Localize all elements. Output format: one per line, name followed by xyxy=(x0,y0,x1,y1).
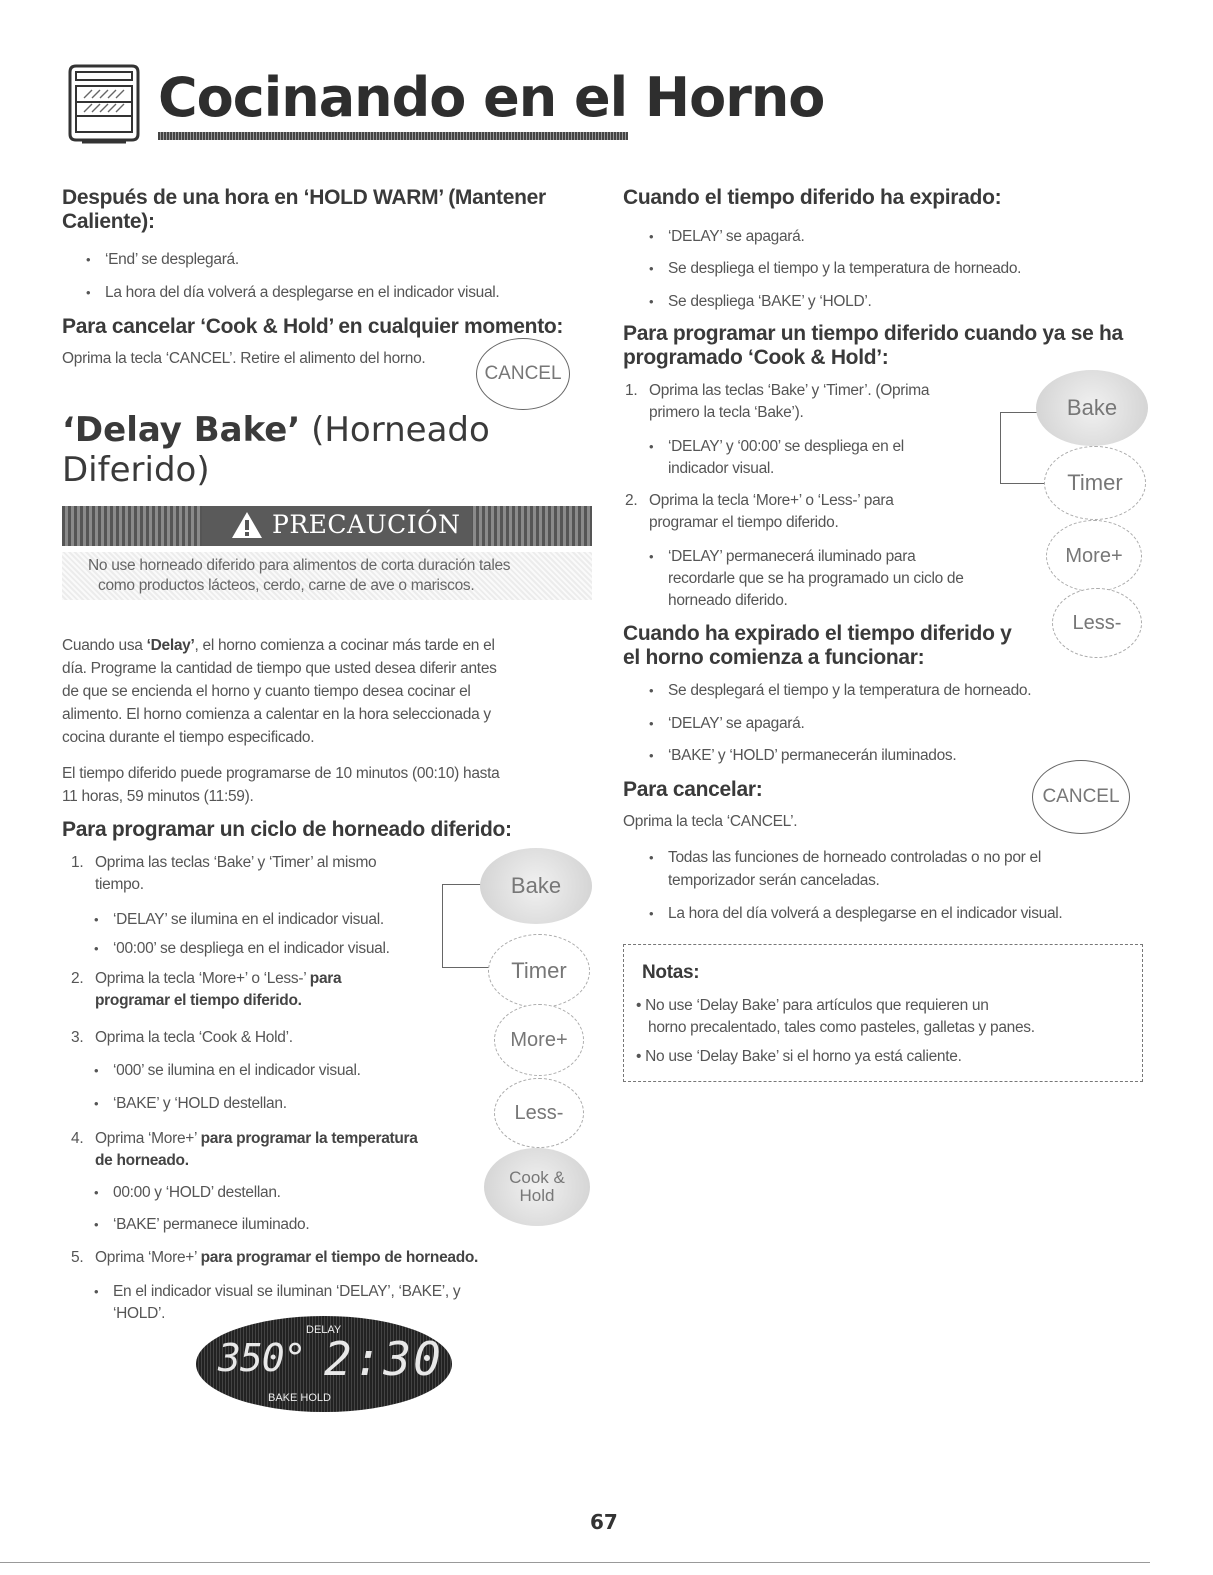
ch-heading-line1: Para programar un tiempo diferido cuando ya se ha xyxy=(623,322,1123,345)
display-temp: 350° xyxy=(218,1336,306,1380)
delay-p1-line4: alimento. El horno comienza a calentar en la hora seleccionada y xyxy=(62,706,491,723)
warning-icon xyxy=(230,510,264,540)
cook-hold-delay-heading xyxy=(623,322,1123,370)
caution-line-1: No use horneado diferido para alimentos de corta duración tales xyxy=(88,557,511,574)
step-3-bullet-1: • ‘000’ se ilumina en el indicador visual. xyxy=(113,1061,361,1081)
display-bake-hold: BAKE HOLD xyxy=(268,1392,331,1404)
r-bake-key-label: Bake xyxy=(1066,395,1118,420)
r-step-2-number: 2. xyxy=(625,492,638,509)
more-key-icon xyxy=(494,1004,584,1076)
cancel-key-icon xyxy=(476,338,570,410)
r-step-2 xyxy=(625,490,894,534)
step-3-number: 3. xyxy=(71,1029,84,1046)
step-4-bullet-1: • 00:00 y ‘HOLD’ destellan. xyxy=(113,1183,281,1203)
cancel-bullet-1 xyxy=(668,846,1041,892)
less-key-label: Less- xyxy=(514,1101,564,1124)
step-1-bullet-2: • ‘00:00’ se despliega en el indicador visual. xyxy=(113,939,390,959)
notes-title: Notas: xyxy=(642,962,700,983)
r-step-2-bullet-line2: recordarle que se ha programado un ciclo de xyxy=(668,570,964,587)
start-bullet-2: • ‘DELAY’ se apagará. xyxy=(668,714,804,734)
oven-display xyxy=(196,1316,452,1412)
r-step-1-line2: primero la tecla ‘Bake’). xyxy=(649,404,804,421)
step-5-pre: Oprima ‘More+’ xyxy=(95,1249,201,1266)
delay-p1-pre: Cuando usa xyxy=(62,637,147,654)
step-3-text: Oprima la tecla ‘Cook & Hold’. xyxy=(95,1029,293,1046)
r-step-1-line1: Oprima las teclas ‘Bake’ y ‘Timer’. (Oprima xyxy=(649,382,930,399)
less-key-icon xyxy=(494,1078,584,1148)
hold-warm-heading: Después de una hora en ‘HOLD WARM’ (Mantener Caliente): xyxy=(62,186,546,233)
r-step-1-number: 1. xyxy=(625,382,638,399)
start-bullet-3: • ‘BAKE’ y ‘HOLD’ permanecerán iluminados. xyxy=(668,746,956,766)
r-step-1-bullet xyxy=(668,436,904,480)
step-2-bold2: programar el tiempo diferido. xyxy=(95,992,302,1009)
cancel-heading: Para cancelar: xyxy=(623,778,763,801)
hold-bullet-1: • ‘End’ se desplegará. xyxy=(105,250,239,270)
r-step-2-bullet-line3: horneado diferido. xyxy=(668,592,788,609)
note-2: • No use ‘Delay Bake’ si el horno ya está caliente. xyxy=(636,1048,962,1065)
step-1-number: 1. xyxy=(71,854,84,871)
section-title-line2: Diferido) xyxy=(62,450,210,490)
step-1-line2: tiempo. xyxy=(95,876,144,893)
delay-p1-line3: de que se encienda el horno y cuanto tiempo desea cocinar el xyxy=(62,683,471,700)
step-4-bold1: para programar la temperatura xyxy=(200,1130,418,1147)
program-heading: Para programar un ciclo de horneado diferido: xyxy=(62,818,512,841)
delay-paragraph xyxy=(62,634,582,749)
step-2-number: 2. xyxy=(71,970,84,987)
step-1-line1: Oprima las teclas ‘Bake’ y ‘Timer’ al mismo xyxy=(95,854,377,871)
display-time: 2:30 xyxy=(324,1332,443,1386)
delay-p1-line1: , el horno comienza a cocinar más tarde en el xyxy=(194,637,495,654)
note-1-line2: horno precalentado, tales como pasteles, galletas y panes. xyxy=(648,1019,1035,1036)
step-4 xyxy=(71,1128,418,1172)
delay-p1-line2: día. Programe la cantidad de tiempo que usted desea diferir antes xyxy=(62,660,497,677)
r-less-key-icon xyxy=(1052,588,1142,658)
r-timer-key-label: Timer xyxy=(1067,470,1123,495)
step-1-bullet-1: • ‘DELAY’ se ilumina en el indicador visual. xyxy=(113,910,384,930)
start-bullet-1: • Se desplegará el tiempo y la temperatura de horneado. xyxy=(668,681,1031,701)
r-cancel-key-label: CANCEL xyxy=(1042,786,1120,807)
r-bake-key-icon xyxy=(1036,370,1148,446)
delay-range-paragraph xyxy=(62,762,582,808)
r-step-2-bullet xyxy=(668,546,964,612)
step-2-pre: Oprima la tecla ‘More+’ o ‘Less-’ xyxy=(95,970,310,987)
delay-p2-line1: El tiempo diferido puede programarse de 10 minutos (00:10) hasta xyxy=(62,765,500,782)
start-heading-line2: el horno comienza a funcionar: xyxy=(623,646,925,669)
step-5-bullet-line1: En el indicador visual se iluminan ‘DELAY’, ‘BAKE’, y xyxy=(113,1283,461,1300)
cancel-anytime-heading: Para cancelar ‘Cook & Hold’ en cualquier momento: xyxy=(62,315,564,338)
r-timer-key-icon xyxy=(1044,446,1146,520)
note-1: • No use ‘Delay Bake’ para artículos que requieren un horno precalentado, tales como pasteles, galletas y panes. xyxy=(636,997,1035,1036)
step-2 xyxy=(71,968,342,1012)
cook-hold-key-line1: Cook & xyxy=(509,1168,565,1187)
r-step-1-bullet-line1: ‘DELAY’ y ‘00:00’ se despliega en el xyxy=(668,438,904,455)
bottom-rule xyxy=(0,1562,1150,1563)
oven-icon xyxy=(62,62,146,146)
step-5-number: 5. xyxy=(71,1249,84,1266)
cancel-anytime-text: Oprima la tecla ‘CANCEL’. Retire el alimento del horno. xyxy=(62,350,426,367)
step-5-bold: para programar el tiempo de horneado. xyxy=(200,1249,479,1266)
expired-bullet-2: • Se despliega el tiempo y la temperatura de horneado. xyxy=(668,259,1021,279)
step-2-bold1: para xyxy=(309,970,342,987)
delay-p2-line2: 11 horas, 59 minutos (11:59). xyxy=(62,788,254,805)
step-5 xyxy=(71,1248,479,1268)
cancel-bullet-2: • La hora del día volverá a desplegarse en el indicador visual. xyxy=(668,904,1062,924)
r-step-2-bullet-line1: ‘DELAY’ permanecerá iluminado para xyxy=(668,548,916,565)
step-3 xyxy=(71,1028,293,1048)
display-delay: DELAY xyxy=(306,1324,342,1336)
note-2-text: No use ‘Delay Bake’ si el horno ya está caliente. xyxy=(645,1048,962,1065)
r-step-2-line2: programar el tiempo diferido. xyxy=(649,514,839,531)
start-heading-line1: Cuando ha expirado el tiempo diferido y xyxy=(623,622,1012,645)
cancel-bullet-1-line2: temporizador serán canceladas. xyxy=(668,872,880,889)
step-4-number: 4. xyxy=(71,1130,84,1147)
section-title-bold: ‘Delay Bake’ xyxy=(62,410,301,450)
title-underline xyxy=(158,132,628,140)
ch-heading-line2: programado ‘Cook & Hold’: xyxy=(623,346,889,369)
r-step-1 xyxy=(625,380,930,424)
r-cancel-key-icon xyxy=(1032,760,1130,834)
step-3-bullet-2: • ‘BAKE’ y ‘HOLD destellan. xyxy=(113,1094,287,1114)
bake-key-label: Bake xyxy=(510,873,562,898)
page-number: 67 xyxy=(590,1510,618,1534)
cancel-bullet-1-line1: Todas las funciones de horneado controladas o no por el xyxy=(668,849,1041,866)
oven-start-heading xyxy=(623,622,1012,670)
expired-bullet-1: • ‘DELAY’ se apagará. xyxy=(668,227,804,247)
hold-bullet-2: • La hora del día volverá a desplegarse en el indicador visual. xyxy=(105,283,499,303)
step-1 xyxy=(71,852,377,896)
step-4-bold2: de horneado. xyxy=(95,1152,189,1169)
section-title-rest: (Horneado xyxy=(300,410,490,450)
delay-p1-bold: ‘Delay’ xyxy=(146,637,195,654)
r-less-key-label: Less- xyxy=(1072,611,1122,634)
expired-bullet-3: • Se despliega ‘BAKE’ y ‘HOLD’. xyxy=(668,292,872,312)
step-5-bullet-line2: ‘HOLD’. xyxy=(113,1305,166,1322)
note-1-line1: No use ‘Delay Bake’ para artículos que requieren un xyxy=(645,997,989,1014)
caution-banner xyxy=(62,506,592,546)
cook-hold-key-line2: Hold xyxy=(519,1186,555,1205)
r-step-2-line1: Oprima la tecla ‘More+’ o ‘Less-’ para xyxy=(649,492,894,509)
timer-key-icon xyxy=(488,934,590,1008)
section-title xyxy=(62,410,490,490)
cancel-key-label: CANCEL xyxy=(484,363,562,384)
caution-label: PRECAUCIÓN xyxy=(272,510,461,539)
cancel-text: Oprima la tecla ‘CANCEL’. xyxy=(623,813,798,830)
page-title: Cocinando en el Horno xyxy=(158,66,825,129)
r-step-1-bullet-line2: indicador visual. xyxy=(668,460,775,477)
step-4-pre: Oprima ‘More+’ xyxy=(95,1130,201,1147)
cook-hold-key-icon xyxy=(484,1148,590,1226)
r-more-key-label: More+ xyxy=(1065,544,1123,567)
delay-p1-line5: cocina durante el tiempo especificado. xyxy=(62,729,315,746)
bake-key-icon xyxy=(480,848,592,924)
notes-box xyxy=(623,944,1143,1082)
caution-box xyxy=(62,552,592,600)
caution-line-2: como productos lácteos, cerdo, carne de ave o mariscos. xyxy=(98,577,475,594)
expired-heading: Cuando el tiempo diferido ha expirado: xyxy=(623,186,1002,209)
r-more-key-icon xyxy=(1046,520,1142,592)
step-4-bullet-2: • ‘BAKE’ permanece iluminado. xyxy=(113,1215,309,1235)
more-key-label: More+ xyxy=(510,1028,568,1051)
timer-key-label: Timer xyxy=(511,958,567,983)
